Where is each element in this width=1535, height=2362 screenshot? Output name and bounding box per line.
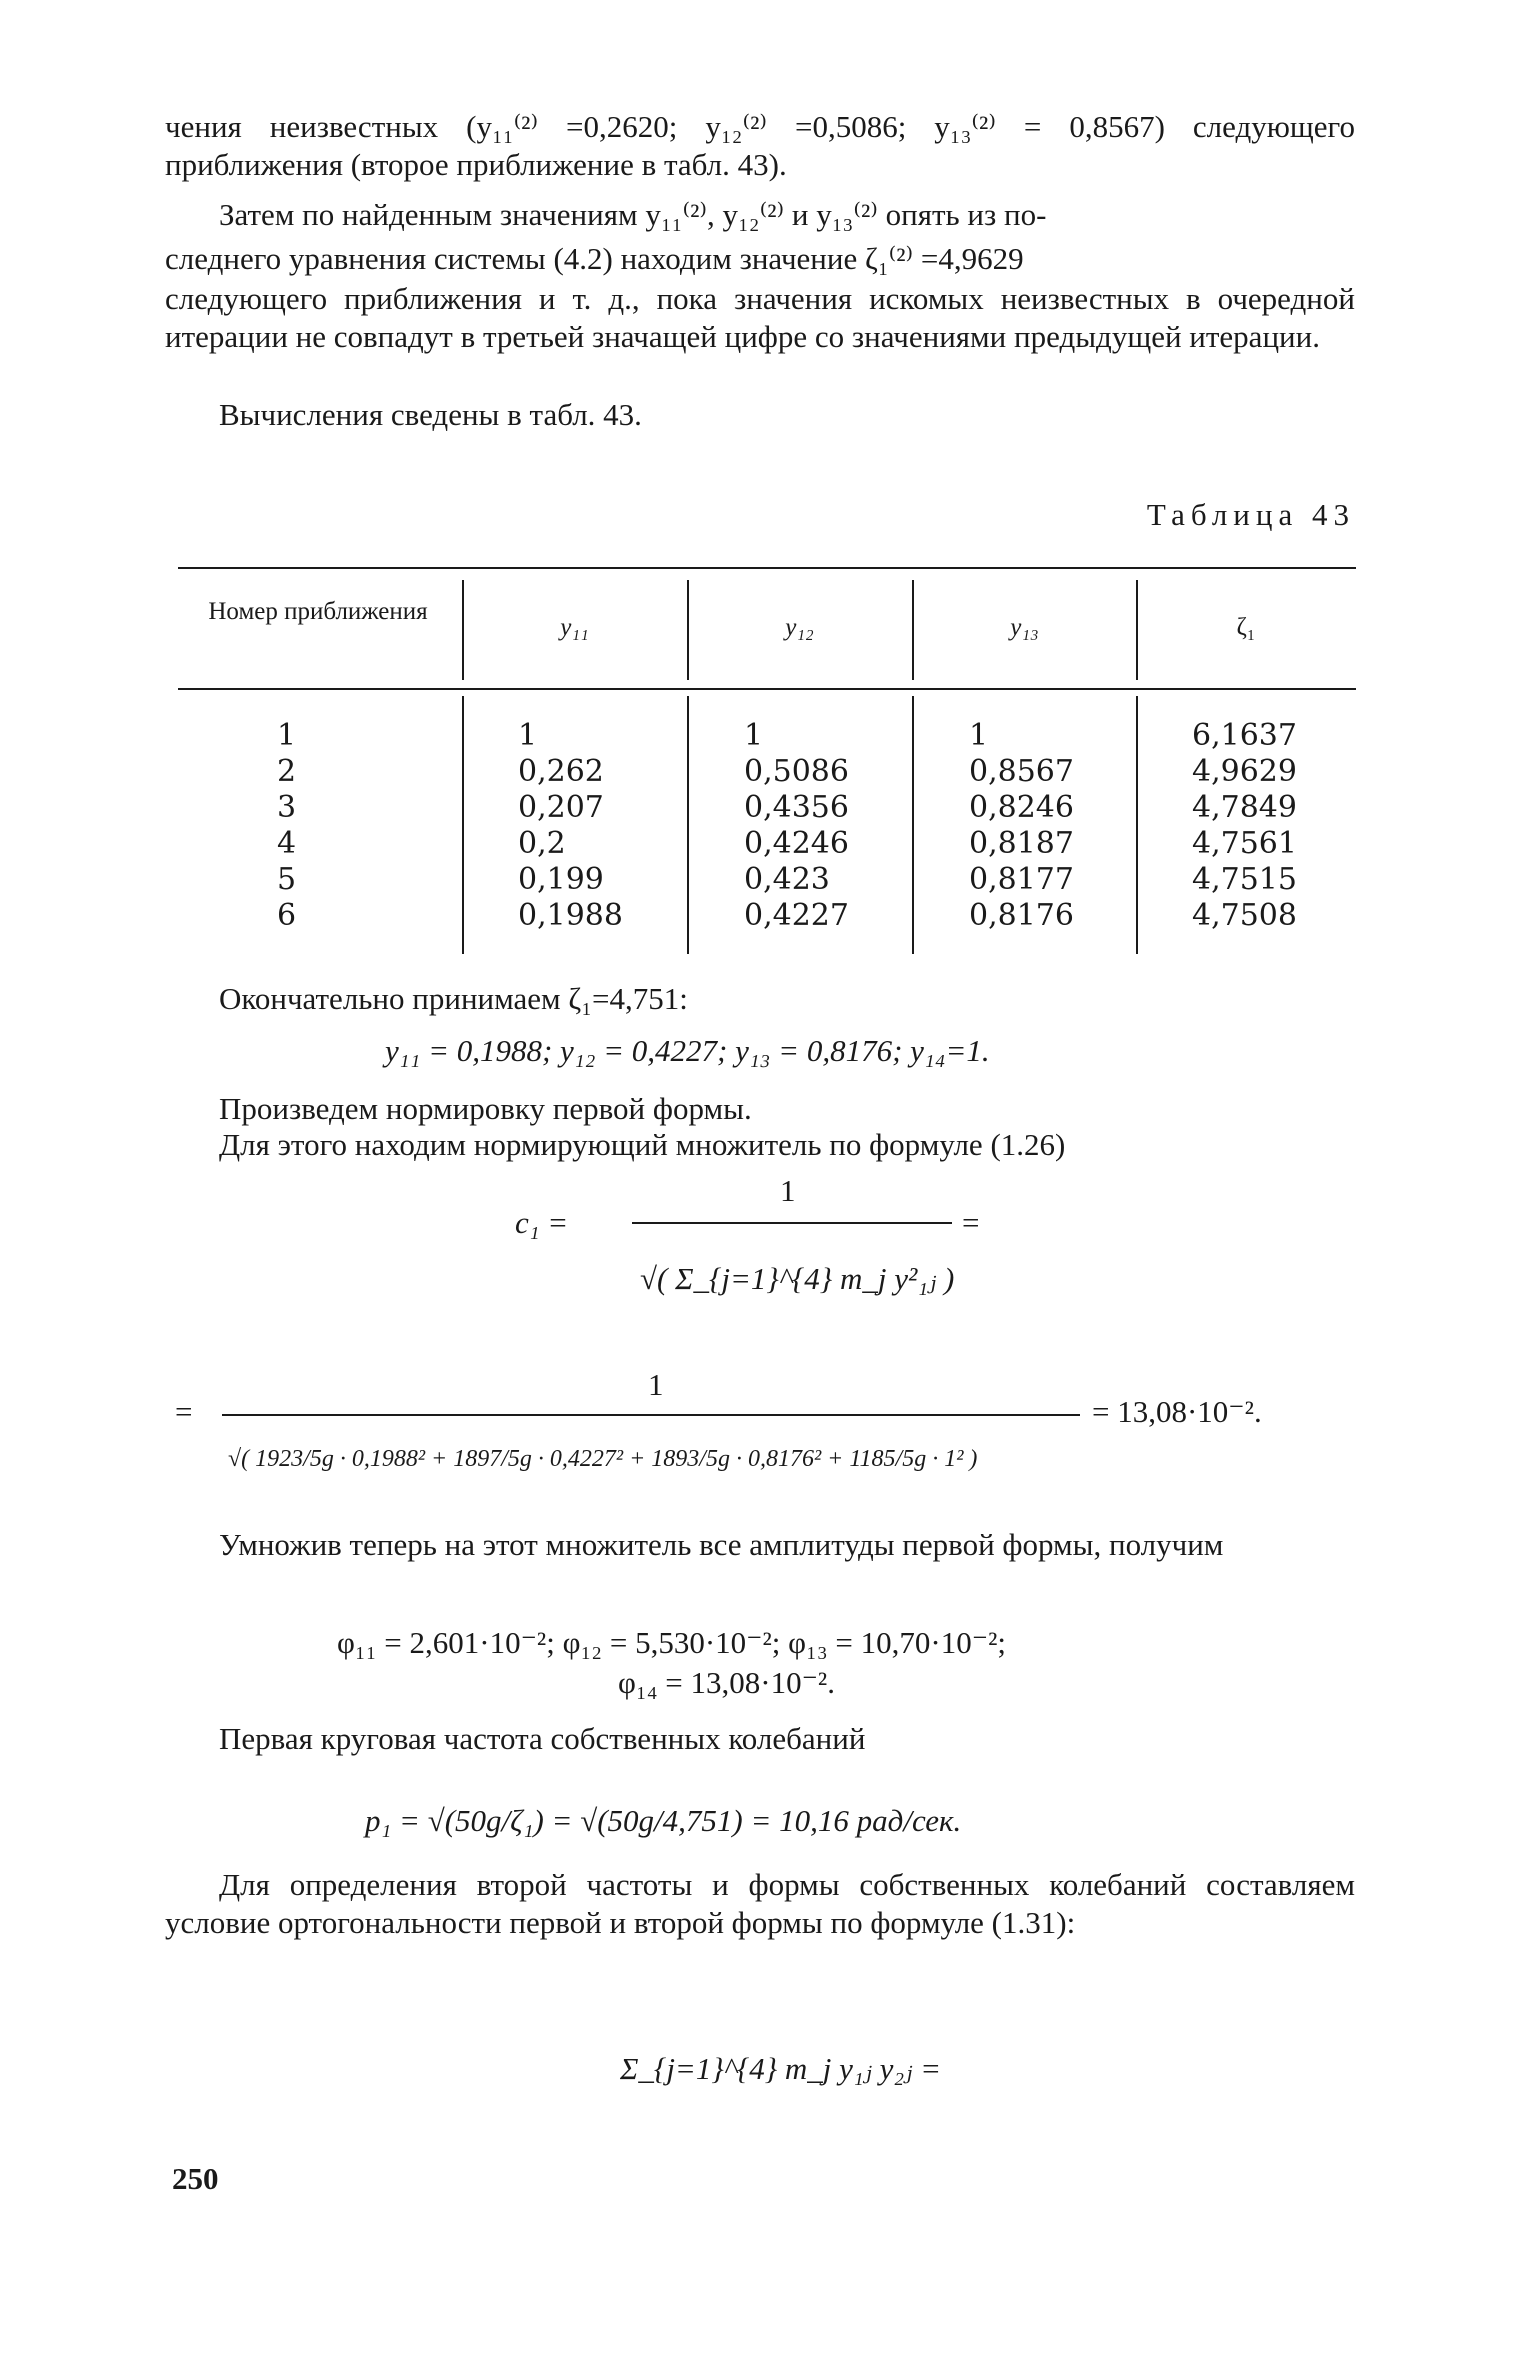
table-cell: 0,8176 [969,898,1074,933]
paragraph-calc [165,396,1355,434]
table-col-zeta [1192,718,1297,934]
final-values: y₁₁ = 0,1988; y₁₂ = 0,4227; y₁₃ = 0,8176; y₁₄=1. [385,1033,990,1068]
table-header-y11: y₁₁ [560,614,589,641]
table-col-sep [912,696,914,954]
text-p8: Умножив теперь на этот множитель все амплитуды первой формы, получим [219,1527,1224,1562]
table-cell: 4,7561 [1192,826,1297,861]
table-cell: 6,1637 [1192,718,1297,753]
table-cell: 5 [277,862,297,897]
table-caption: Таблица 43 [1146,497,1355,532]
paragraph-multiply [165,1526,1355,1564]
text-p6: Произведем нормировку первой формы. [219,1091,752,1126]
table-col-sep [687,696,689,954]
table-cell: 0,262 [518,754,604,789]
table-header-zeta: ζ₁ [1236,614,1256,641]
page-number: 250 [172,2161,219,2196]
text-p7: Для этого находим нормирующий множитель по формуле (1.26) [219,1127,1066,1162]
table-cell: 0,4227 [744,898,849,933]
table-cell: 0,199 [518,862,604,897]
formula-orthogonality: Σ_{j=1}^{4} m_j y₁ⱼ y₂ⱼ = [620,2051,941,2086]
table-top-rule [178,567,1356,569]
table-cell: 6 [277,898,297,933]
formula-c1-eq2-num: 1 [648,1367,664,1402]
table-header-rule [178,688,1356,690]
formula-phi-line2: φ₁₄ = 13,08·10⁻². [618,1665,835,1700]
text-p10: Для определения второй частоты и формы собственных колебаний составляем условие ортогональности первой и второй формы по формуле (1.31): [165,1867,1355,1940]
table-header-y13: y₁₃ [1010,614,1039,641]
text-p1: чения неизвестных (y₁₁⁽²⁾ =0,2620; y₁₂⁽²⁾ =0,5086; y₁₃⁽²⁾ = 0,8567) следующего приближения (второе приближение в табл. 43). [165,109,1355,182]
table-cell: 4,7515 [1192,862,1297,897]
table-col-approx [277,718,296,934]
table-cell: 4,7849 [1192,790,1297,825]
text-p2b: следнего уравнения системы (4.2) находим значение ζ₁⁽²⁾ =4,9629 [165,241,1024,276]
table-cell: 0,2 [518,826,566,861]
formula-c1-eq2-bar [222,1414,1080,1416]
paragraph-intro [165,108,1355,184]
table-col-y11 [518,718,623,934]
formula-phi-line1: φ₁₁ = 2,601·10⁻²; φ₁₂ = 5,530·10⁻²; φ₁₃ = 10,70·10⁻²; [337,1625,1006,1660]
formula-c1-bar [632,1222,952,1224]
table-cell: 4,9629 [1192,754,1297,789]
formula-c1-lhs: c₁ = [515,1205,569,1240]
text-p2a: Затем по найденным значениям y₁₁⁽²⁾, y₁₂⁽²⁾ и y₁₃⁽²⁾ опять из по- [219,197,1047,232]
paragraph-second-frequency [165,1866,1355,1942]
text-p3: Вычисления сведены в табл. 43. [219,397,642,432]
table-cell: 1 [518,718,538,753]
table-header-y12: y₁₂ [785,614,814,641]
table-cell: 0,8187 [969,826,1074,861]
table-col-sep [1136,696,1138,954]
text-p2c: следующего приближения и т. д., пока значения искомых неизвестных в очередной итерации не совпадут в третьей значащей цифре со значениями предыдущей итерации. [165,281,1355,354]
table-cell: 1 [969,718,989,753]
formula-p1: p₁ = √(50g/ζ₁) = √(50g/4,751) = 10,16 рад/сек. [365,1803,962,1838]
paragraph-iteration [165,196,1355,234]
table-cell: 0,5086 [744,754,849,789]
table-cell: 0,423 [744,862,830,897]
table-cell: 0,4356 [744,790,849,825]
paragraph-iteration-b [165,240,1355,278]
table-cell: 0,8177 [969,862,1074,897]
table-cell: 4 [277,826,297,861]
formula-c1-num: 1 [780,1173,796,1208]
text-p4: Окончательно принимаем ζ₁=4,751: [219,981,688,1016]
formula-c1-den: √( Σ_{j=1}^{4} m_j y²₁ⱼ ) [640,1261,955,1296]
table-cell: 4,7508 [1192,898,1297,933]
table-cell: 0,8567 [969,754,1074,789]
text-p9: Первая круговая частота собственных колебаний [219,1721,866,1756]
table-cell: 0,1988 [518,898,623,933]
table-header-approx: Номер приближения [208,598,428,625]
table-col-y12 [744,718,849,934]
table-cell: 0,207 [518,790,604,825]
formula-c1-result: = 13,08·10⁻². [1092,1394,1262,1429]
formula-c1-eq2-den: √( 1923/5g · 0,1988² + 1897/5g · 0,4227² + 1893/5g · 0,8176² + 1185/5g · 1² ) [228,1446,978,1472]
table-col-y13 [969,718,1074,934]
paragraph-normalize [165,1090,1355,1128]
table-cell: 2 [277,754,297,789]
paragraph-frequency [165,1720,1355,1758]
paragraph-multiplier [165,1126,1355,1164]
paragraph-final [165,980,1355,1018]
table-cell: 3 [277,790,297,825]
table-cell: 0,4246 [744,826,849,861]
formula-c1-eq: = [175,1394,193,1429]
table-col-sep [462,696,464,954]
table-cell: 1 [277,718,297,753]
table-cell: 0,8246 [969,790,1074,825]
formula-c1-tail: = [962,1205,980,1240]
table-cell: 1 [744,718,764,753]
paragraph-iteration-c [165,280,1355,356]
